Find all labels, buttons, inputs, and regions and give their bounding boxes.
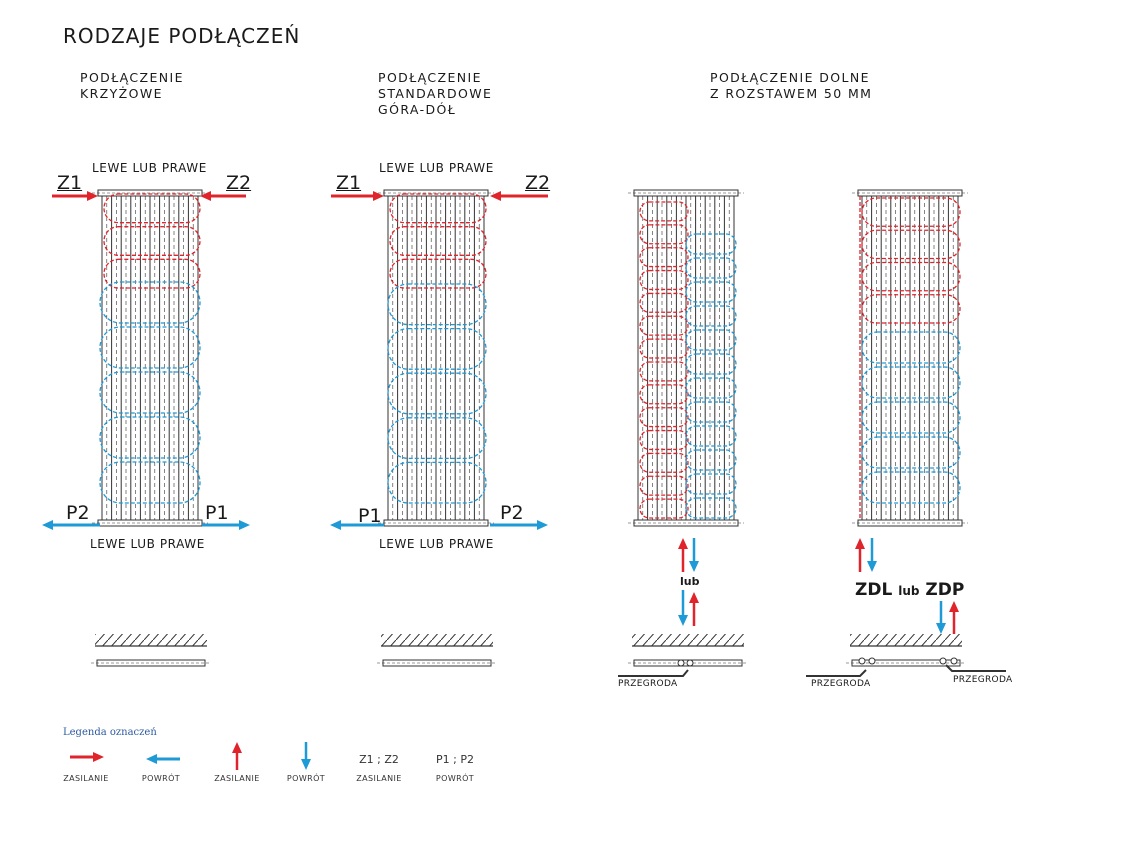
legend-caption: ZASILANIE — [214, 774, 260, 783]
legend-return-arrow-down-head — [301, 759, 311, 770]
wall-hatch — [850, 634, 962, 646]
return-arrow-down-head — [867, 561, 877, 572]
radiator-standard — [378, 190, 494, 526]
supply-arrow-z1-head — [87, 191, 98, 201]
flow-loop — [390, 259, 486, 288]
label-partition: PRZEGRODA — [618, 679, 678, 689]
label-zdl-lub-zdp — [855, 580, 964, 600]
legend-caption: ZASILANIE — [63, 774, 109, 783]
legend-text-p: P1 ; P2 — [436, 753, 474, 766]
flow-loop — [388, 462, 486, 503]
supply-arrow-z2-head — [490, 191, 501, 201]
label-left-or-right: LEWE LUB PRAWE — [379, 537, 494, 551]
supply-arrow-up-head — [855, 538, 865, 549]
label-z1: Z1 — [57, 172, 83, 194]
valve-circle — [869, 658, 875, 664]
valve-circle — [940, 658, 946, 664]
wall-hatch — [381, 634, 493, 646]
flow-loop — [686, 306, 736, 326]
label-lub: lub — [680, 575, 700, 588]
legend-title: Legenda oznaczeń — [63, 727, 157, 738]
label-p1: P1 — [205, 502, 229, 524]
partition-pointer — [806, 670, 866, 676]
section-line: PODŁĄCZENIE DOLNE — [710, 70, 870, 85]
legend-arrows — [70, 742, 311, 770]
label-z2: Z2 — [525, 172, 551, 194]
label-p1: P1 — [358, 505, 382, 527]
return-arrow-p1-head — [330, 520, 341, 530]
section-line: PODŁĄCZENIE — [80, 70, 184, 85]
section-line: GÓRA-DÓŁ — [378, 102, 457, 117]
supply-arrow-up-head — [678, 538, 688, 549]
flow-loop — [388, 329, 486, 370]
radiator-cross — [92, 190, 208, 526]
flow-loop — [388, 373, 486, 414]
legend-supply-arrow-right-head — [93, 752, 104, 762]
return-arrow-down-head — [678, 615, 688, 626]
legend-supply-arrow-up-head — [232, 742, 242, 753]
label-zdp: ZDP — [925, 580, 965, 600]
legend-text-z: Z1 ; Z2 — [359, 753, 399, 766]
flow-loop — [390, 194, 486, 223]
flow-loop — [104, 259, 200, 288]
flow-loop — [388, 418, 486, 459]
flow-loop — [686, 354, 736, 374]
label-p2: P2 — [66, 502, 90, 524]
flow-loop — [104, 227, 200, 256]
valve-circle — [687, 660, 693, 666]
flow-loop — [686, 234, 736, 254]
flow-loop — [104, 194, 200, 223]
flow-loop — [686, 450, 736, 470]
supply-arrow-up-head — [949, 601, 959, 612]
flow-loop — [686, 498, 736, 518]
valve-circle — [951, 658, 957, 664]
label-left-or-right: LEWE LUB PRAWE — [379, 161, 494, 175]
label-z1: Z1 — [336, 172, 362, 194]
return-arrow-p2-head — [537, 520, 548, 530]
section-line: STANDARDOWE — [378, 86, 493, 101]
section-line: Z ROZSTAWEM 50 MM — [710, 86, 873, 101]
label-partition: PRZEGRODA — [811, 679, 871, 689]
return-arrow-p1-head — [239, 520, 250, 530]
valve-circle — [678, 660, 684, 666]
return-arrow-down-head — [689, 561, 699, 572]
supply-arrow-up-head — [689, 592, 699, 603]
valve-circle — [859, 658, 865, 664]
wall-hatch — [95, 634, 207, 646]
label-left-or-right: LEWE LUB PRAWE — [90, 537, 205, 551]
radiator-bottom-b — [852, 190, 968, 526]
radiator-bottom-a — [628, 190, 744, 526]
wall-sections — [91, 634, 1006, 676]
legend-caption: ZASILANIE — [356, 774, 402, 783]
wall-hatch — [632, 634, 744, 646]
legend-caption: POWRÓT — [435, 774, 475, 783]
partition-pointer — [618, 670, 688, 676]
flow-loop — [686, 474, 736, 494]
section-line: KRZYŻOWE — [80, 86, 163, 101]
section-line: PODŁĄCZENIE — [378, 70, 482, 85]
return-arrow-p2-head — [42, 520, 53, 530]
flow-loop — [388, 284, 486, 325]
label-zdl: ZDL — [855, 580, 893, 600]
return-arrow-down-head — [936, 623, 946, 634]
flow-loop — [686, 258, 736, 278]
label-lub: lub — [898, 584, 920, 598]
legend-caption: POWRÓT — [141, 774, 181, 783]
label-z2: Z2 — [226, 172, 252, 194]
flow-loop — [686, 330, 736, 350]
flow-loop — [686, 426, 736, 446]
flow-loop — [686, 402, 736, 422]
legend-caption: POWRÓT — [286, 774, 326, 783]
flow-loop — [686, 378, 736, 398]
label-p2: P2 — [500, 502, 524, 524]
page-title: RODZAJE PODŁĄCZEŃ — [63, 24, 301, 48]
flow-loop — [390, 227, 486, 256]
supply-arrow-z1-head — [373, 191, 384, 201]
flow-loop — [686, 282, 736, 302]
legend-return-arrow-left-head — [146, 754, 157, 764]
label-left-or-right: LEWE LUB PRAWE — [92, 161, 207, 175]
label-partition: PRZEGRODA — [953, 675, 1013, 685]
